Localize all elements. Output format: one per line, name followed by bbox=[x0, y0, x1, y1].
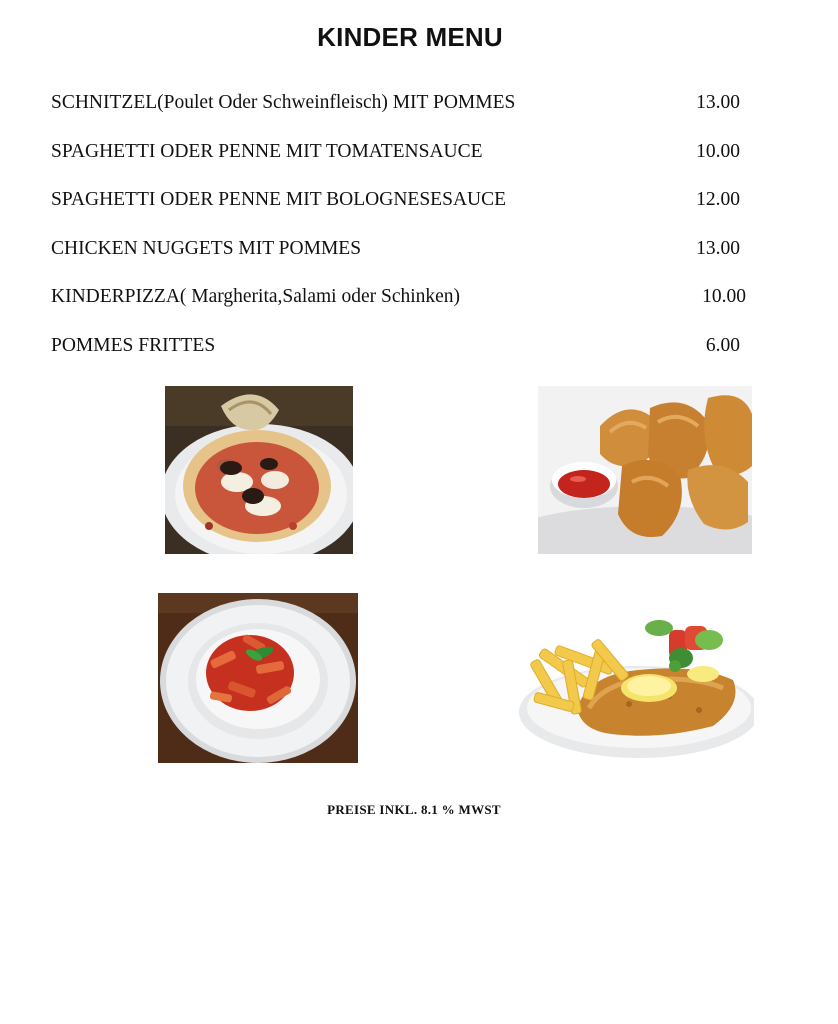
penne-tomato-photo bbox=[158, 593, 358, 763]
menu-item bbox=[51, 238, 751, 287]
menu-item-name: SPAGHETTI ODER PENNE MIT TOMATENSAUCE bbox=[51, 140, 483, 162]
menu-item-price: 13.00 bbox=[696, 92, 740, 113]
menu-title: KINDER MENU bbox=[317, 22, 503, 52]
menu-item bbox=[51, 92, 751, 141]
menu-item-name: KINDERPIZZA( Margherita,Salami oder Schinken) bbox=[51, 286, 461, 307]
menu-item-name: CHICKEN NUGGETS MIT POMMES bbox=[51, 237, 362, 259]
menu-item-price: 13.00 bbox=[696, 237, 740, 259]
chicken-nuggets-photo bbox=[538, 386, 752, 554]
menu-item-price: 10.00 bbox=[702, 286, 746, 307]
menu-item bbox=[51, 141, 751, 190]
menu-list bbox=[51, 92, 751, 383]
menu-item-name: SCHNITZEL(Poulet Oder Schweinfleisch) MIT POMMES bbox=[51, 92, 516, 113]
menu-item-name: POMMES FRITTES bbox=[51, 334, 216, 356]
menu-item-price: 10.00 bbox=[696, 140, 740, 162]
menu-item bbox=[51, 335, 751, 384]
menu-item-price: 6.00 bbox=[705, 334, 740, 356]
tax-note: PREISE INKL. 8.1 % MWST bbox=[327, 802, 501, 817]
menu-item bbox=[51, 286, 751, 335]
menu-item bbox=[51, 189, 751, 238]
menu-item-price: 12.00 bbox=[696, 189, 740, 210]
pizza-photo bbox=[165, 386, 353, 554]
schnitzel-photo bbox=[519, 600, 754, 765]
menu-item-name: SPAGHETTI ODER PENNE MIT BOLOGNESESAUCE bbox=[51, 189, 507, 210]
